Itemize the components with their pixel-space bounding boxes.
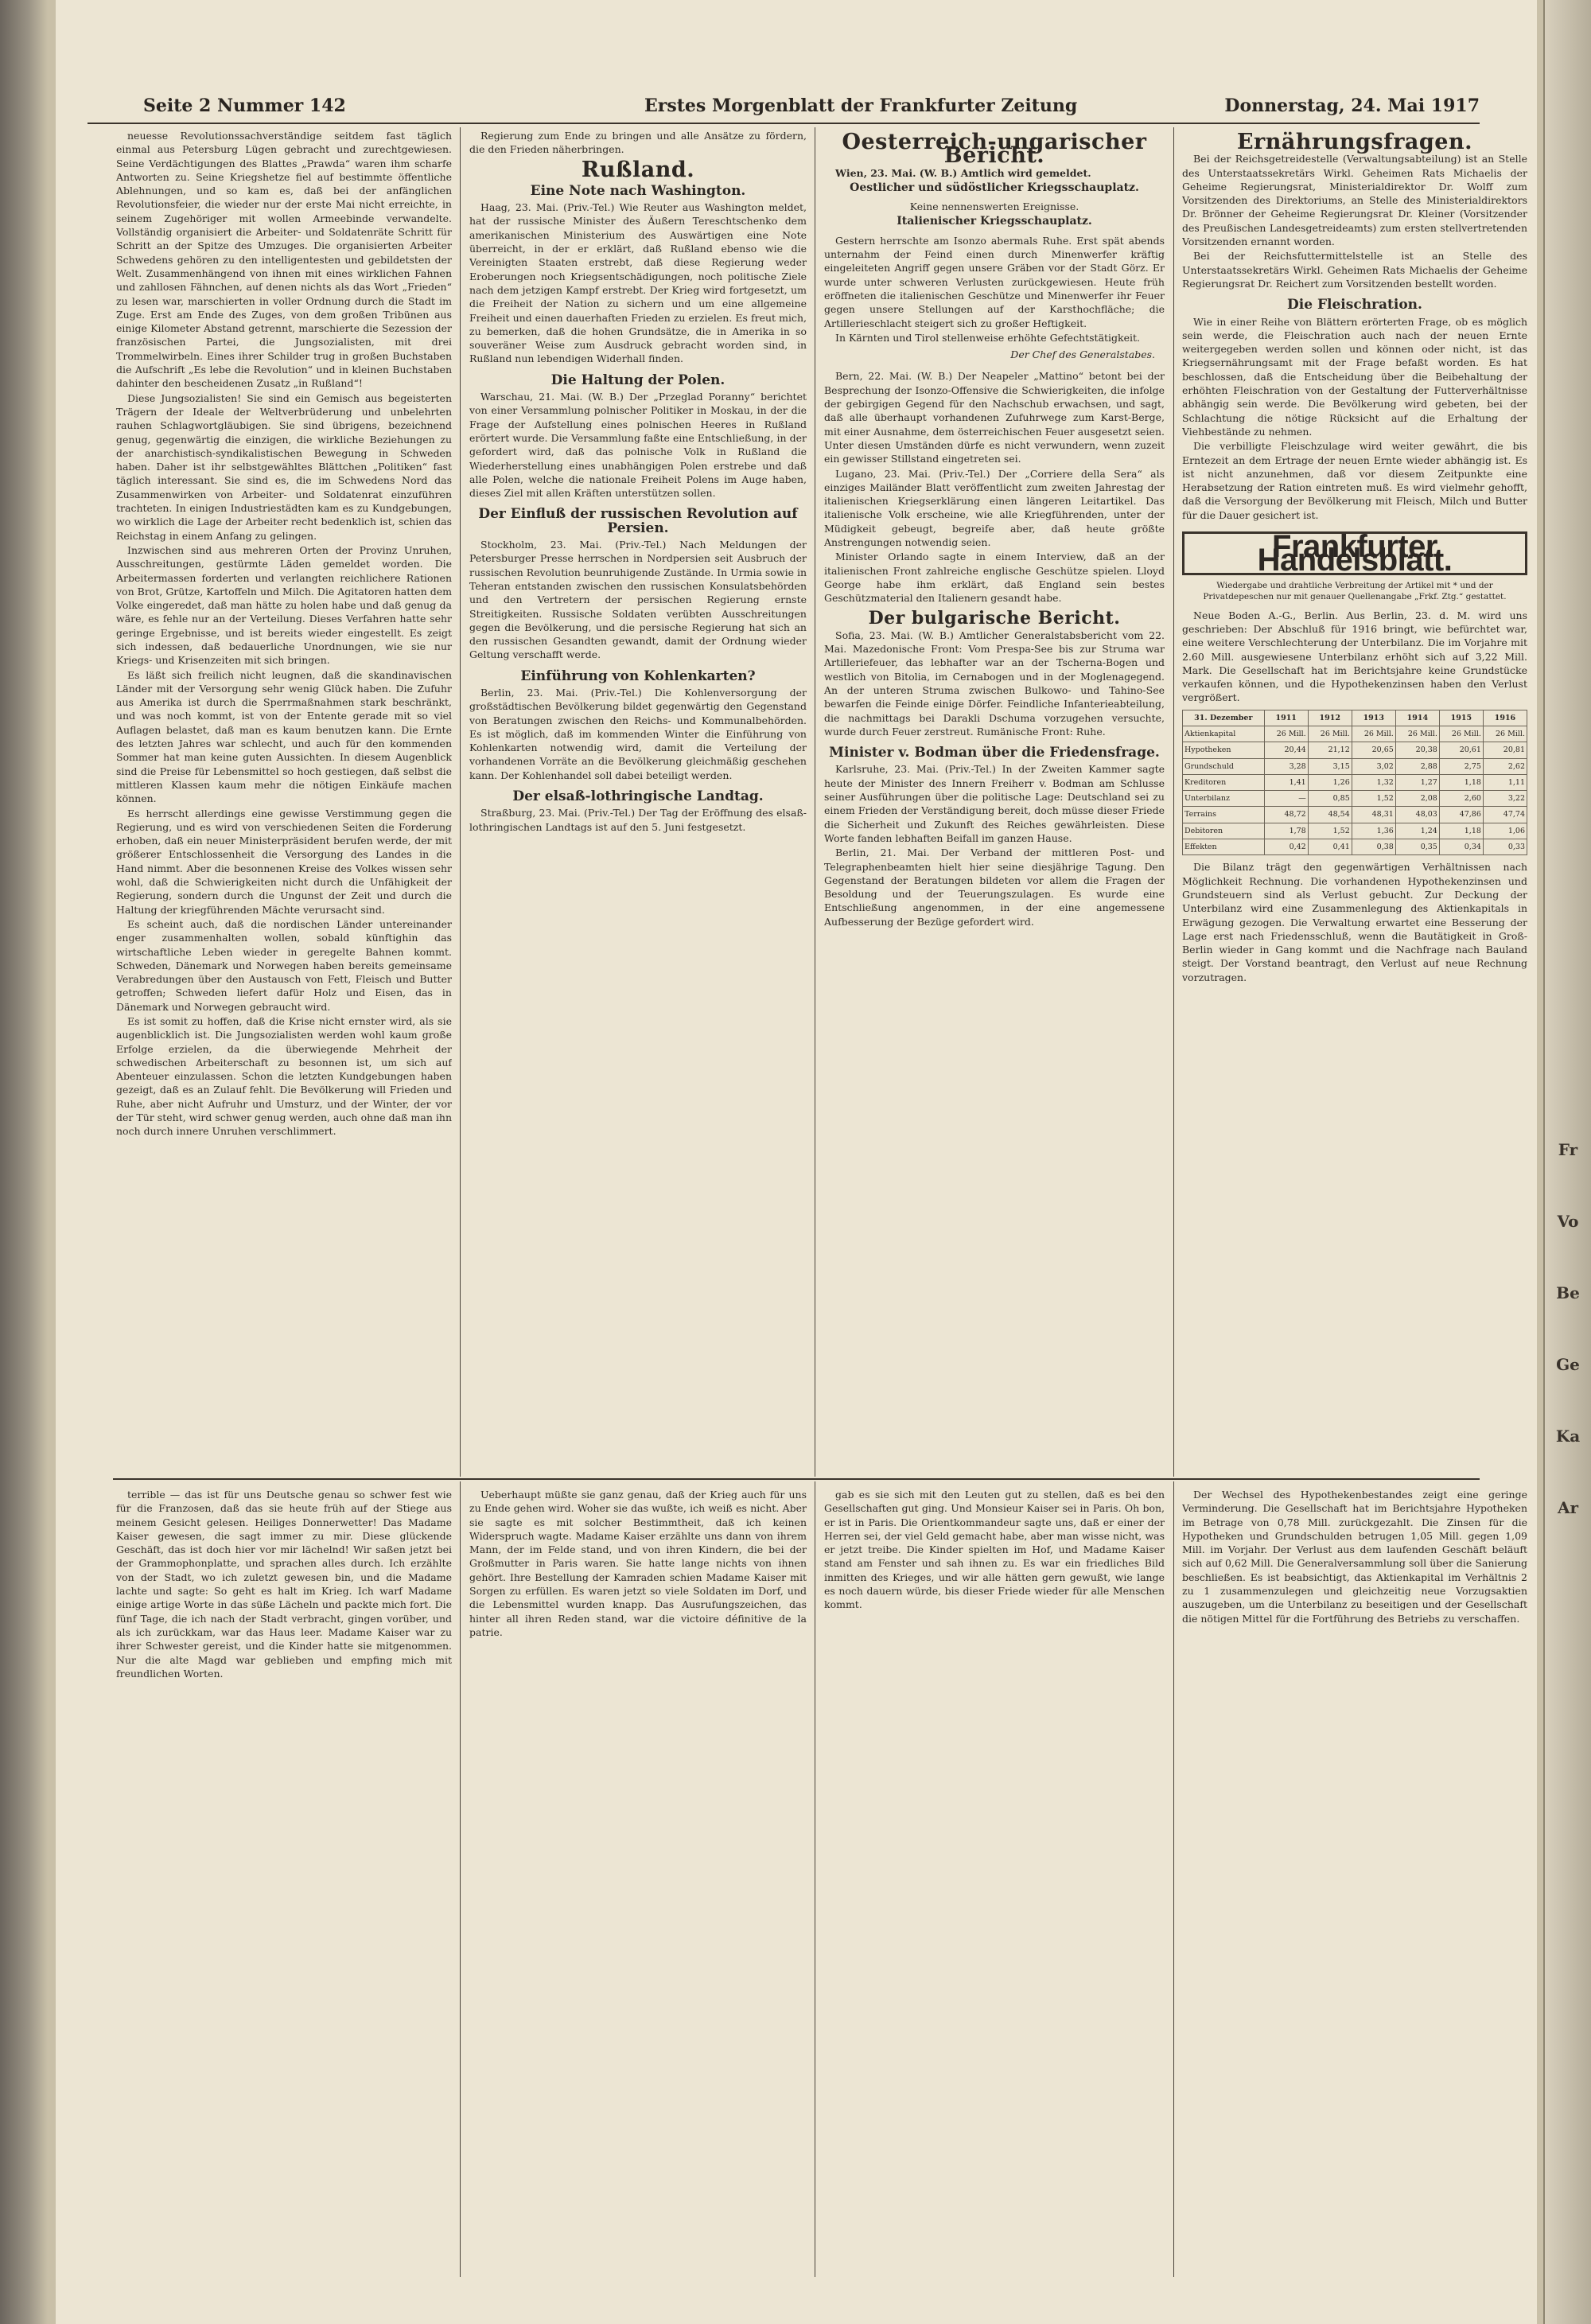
table-cell: 26 Mill. bbox=[1483, 726, 1527, 742]
table-cell: 1,36 bbox=[1352, 823, 1395, 839]
paragraph: Bei der Reichsgetreidestelle (Verwaltungsabteilung) ist an Stelle des Unterstaatssekretärs Wirkl. Geheimen Rats Michaelis der Geheime Regierungsrat, Ministerialdirektor Dr. Wolff zum Vorsitzenden des Direktoriums, an Stelle des Ministerialdirektors Dr. Brönner der Geheime Regierungsrat Dr. Kleiner (Vorsitzender des Preußischen Landesgetreideamts) zum ersten stellvertretenden Vorsitzenden ernannt worden. bbox=[1182, 153, 1527, 248]
theater-text: Keine nennenswerten Ereignisse. bbox=[909, 200, 1079, 213]
table-cell: Terrains bbox=[1183, 807, 1265, 823]
paragraph: gab es sie sich mit den Leuten gut zu stellen, daß es bei den Gesellschaften gut ging. Und Monsieur Kaiser sei in Paris. Oh bon, er ist in Paris. Die Orientkommandeur sagte uns, daß er einer der Herren sei, der viel Geld gemacht habe, aber man wisse nicht, was er jetzt treibe. Die Kinder spielten im Hof, und Madame Kaiser stand am Fenster und sah ihnen zu. Es war ein friedliches Bild inmitten des Krieges, und wir alle hätten gern gewußt, wie lange es noch dauern würde, bis dieser Friede wieder für alle Menschen kommt. bbox=[824, 1489, 1165, 1611]
table-row bbox=[1183, 807, 1527, 823]
strip-fragment: Ar bbox=[1557, 1498, 1579, 1517]
table-row bbox=[1183, 823, 1527, 839]
table-header-cell: 31. Dezember bbox=[1183, 710, 1265, 726]
paragraph: Ueberhaupt müßte sie ganz genau, daß der Krieg auch für uns zu Ende gehen wird. Woher sie das wußte, ich weiß es nicht. Aber sie sagte es mit solcher Bestimmtheit, daß ich keinen Widerspruch wagte. Madame Kaiser erzählte uns dann von ihrem Mann, der im Felde stand, und von ihren Kindern, die bei der Großmutter in Paris waren. Sie hatte lange nichts von ihnen gehört. Ihre Bestellung der Kamraden schien Madame Kaiser mit Sorgen zu erfüllen. Es waren jetzt so viele Soldaten im Dorf, und die Lebensmittel wurden knapp. Das Ausrufungszeichen, das hinter all ihren Reden stand, war die victoire définitive de la patrie. bbox=[469, 1489, 807, 1638]
table-cell: 2,60 bbox=[1439, 791, 1483, 807]
theater-text: Gestern herrschte am Isonzo abermals Ruhe. Erst spät abends unternahm der Feind einen durch Minenwerfer kräftig eingeleiteten Angriff gegen unsere Gräben vor der Stadt Görz. Er wurde unter schweren Verlusten zurückgewiesen. Heute früh eröffneten die italienischen Geschütze und Minenwerfer ihr Feuer gegen unsere Stellungen auf der Karsthochfläche; die Artillerieschlacht steigert sich zu großer Heftigkeit. bbox=[824, 234, 1165, 329]
column-4 bbox=[1182, 129, 1527, 1473]
paragraph: Bei der Reichsfuttermittelstelle ist an Stelle des Unterstaatssekretärs Wirkl. Geheimen Rats Michaelis der Geheime Regierungsrat Dr. Reichert zum Vorsitzenden bestellt worden. bbox=[1182, 250, 1527, 290]
table-cell: 2,88 bbox=[1395, 758, 1439, 774]
table-cell: 26 Mill. bbox=[1352, 726, 1395, 742]
table-cell: 1,27 bbox=[1395, 774, 1439, 790]
table-cell: 2,62 bbox=[1483, 758, 1527, 774]
table-cell: 47,86 bbox=[1439, 807, 1483, 823]
balance-table bbox=[1182, 710, 1527, 856]
table-cell: 48,03 bbox=[1395, 807, 1439, 823]
table-cell: 20,65 bbox=[1352, 742, 1395, 758]
column-rule bbox=[460, 1481, 461, 2277]
bottom-column-3 bbox=[824, 1488, 1165, 2275]
strip-fragment: Ka bbox=[1555, 1427, 1581, 1446]
column-2 bbox=[469, 129, 807, 1473]
table-cell: 26 Mill. bbox=[1308, 726, 1352, 742]
table-row bbox=[1183, 774, 1527, 790]
table-cell: 0,85 bbox=[1308, 791, 1352, 807]
table-row bbox=[1183, 791, 1527, 807]
table-cell: 1,24 bbox=[1395, 823, 1439, 839]
handelsblatt-banner bbox=[1182, 529, 1527, 578]
table-cell: 1,18 bbox=[1439, 823, 1483, 839]
table-cell: 1,78 bbox=[1264, 823, 1308, 839]
table-cell: Debitoren bbox=[1183, 823, 1265, 839]
paragraph: Es scheint auch, daß die nordischen Länder untereinander enger zusammenhalten wollen, sobald künftighin das wirtschaftliche Leben wieder in geregelte Bahnen kommt. Schweden, Dänemark und Norwegen haben bereits gemeinsame Verabredungen über den Austausch von Fett, Fleisch und Butter getroffen; Schweden liefert dafür Holz und Eisen, das in Dänemark und Norwegen gebraucht wird. bbox=[116, 917, 452, 1013]
table-cell: 1,52 bbox=[1308, 823, 1352, 839]
table-row bbox=[1183, 839, 1527, 855]
table-cell: 0,42 bbox=[1264, 839, 1308, 855]
paragraph: Neue Boden A.-G., Berlin. Aus Berlin, 23. d. M. wird uns geschrieben: Der Abschluß für 1916 bringt, wie befürchtet war, eine weitere Verschlechterung der Unterbilanz. Die im Vorjahre mit 2.60 Mill. ausgewiesene Unterbilanz erhöht sich auf 3,22 Mill. Mark. Die Gesellschaft hat im Berichtsjahre keine Grundstücke verkaufen können, und die Hypothekenzinsen haben den Verlust vergrößert. bbox=[1182, 609, 1527, 704]
bottom-column-4 bbox=[1182, 1488, 1527, 2275]
table-header-row bbox=[1183, 710, 1527, 726]
paragraph: terrible — das ist für uns Deutsche genau so schwer fest wie für die Franzosen, daß das sie heute früh auf der Stiege aus meinem Gesicht gelesen. Heiliges Donnerwetter! Das Madame Kaiser gewesen, die sagt immer zu mir. Diese glückende Geschäft, das ist doch hier vor mir lächelnd! Wir saßen jetzt bei der Grammophonplatte, und sprachen alles durch. Ich erzählte von der Stadt, wo ich zuletzt gewesen bin, und die Madame lachte und sagte: So geht es halt im Krieg. Ich warf Madame einige artige Worte in das süße Lächeln und packte mich fort. Die fünf Tage, die ich nach der Stadt verbracht, gingen vorüber, und als ich zurückkam, war das Haus leer. Madame Kaiser war zu ihrer Schwester gereist, und die Kinder hatte sie mitgenommen. Nur die alte Magd war geblieben und empfing mich mit freundlichen Worten. bbox=[116, 1489, 452, 1680]
table-cell: Unterbilanz bbox=[1183, 791, 1265, 807]
table-cell: 1,11 bbox=[1483, 774, 1527, 790]
paragraph: Diese Jungsozialisten! Sie sind ein Gemisch aus begeisterten Trägern der Ideale der Weltverbrüderung und unbelehrten rauhen Schlagwortgläubigen. Sie sind übrigens, bezeichnend genug, gegenwärtig die einzigen, die wirkliche Beziehungen zu der anarchistisch-syndikalistischen Bewegung in Schweden haben. Daher ist ihr selbstgewähltes Blättchen „Politiken“ fast täglich interessant. Sie sind es, die im Schwedens Nord das Zusammenwirken von Arbeiter- und Soldatenrat einzuführen trachteten. In einigen Industriestädten kam es zu Kundgebungen, wo wirklich die Lage der Arbeiter recht bedenklich ist, schien das Reichstag in einem Anfang zu gelingen. bbox=[116, 391, 452, 542]
copyright-note: Wiedergabe und drahtliche Verbreitung der Artikel mit * und der Privatdepeschen nur mit genauer Quellenangabe „Frkf. Ztg.“ gestattet. bbox=[1203, 580, 1507, 601]
article-title: Die Haltung der Polen. bbox=[550, 372, 725, 388]
table-cell: 26 Mill. bbox=[1264, 726, 1308, 742]
table-cell: — bbox=[1264, 791, 1308, 807]
table-cell: 1,18 bbox=[1439, 774, 1483, 790]
table-cell: 3,02 bbox=[1352, 758, 1395, 774]
article-title: Die Fleischration. bbox=[1287, 297, 1422, 313]
paragraph: Es herrscht allerdings eine gewisse Verstimmung gegen die Regierung, und es wird von verschiedenen Seiten die Forderung erhoben, daß ein neuer Ministerpräsident berufen werde, der mit größerer Entschlossenheit die Versorgung des Landes in die Hand nimmt. Aber die besonnenen Kreise des Volkes wissen sehr wohl, daß die Schwierigkeiten nicht durch die Unfähigkeit der Regierung, sondern durch die Ungunst der Zeit und durch die Haltung der kriegführenden Mächte verursacht sind. bbox=[116, 807, 452, 916]
next-page-strip bbox=[1543, 0, 1591, 2324]
table-cell: 26 Mill. bbox=[1439, 726, 1483, 742]
issue-date: Donnerstag, 24. Mai 1917 bbox=[1224, 95, 1480, 116]
column-rule bbox=[460, 127, 461, 1477]
paragraph: neuesse Revolutionssachverständige seitdem fast täglich einmal aus Petersburg Lügen gebracht und zurechtgewiesen. Seine Verdächtigungen des Blattes „Prawda“ waren ihm scharfe Antworten zu. Seine Kriegshetze fiel auf bestimmte öffentliche Ablehnungen, und so kam es, daß bei der anfänglichen Revolutionsfeier, die wieder nur der erste Mai nicht erreichte, in seinem Zugehöriger mit wollen Armeebinde verwandelte. Vollständig organisiert die Arbeiter- und Soldatenräte Schritt für Schritt an der Spitze des Umzuges. Die organisierten Arbeiter Schwedens gehören zu den intelligentesten und gebildetsten der Welt. Zusammenhängend von ihnen mit eines wirklichen Fahnen und zahllosen Fähnchen, auf denen nichts als das Wort „Frieden“ zu lesen war, marschierten in voller Ordnung durch die Stadt im Zuge. Erst am Ende des Zuges, von dem großen Tribünen aus einige Kilometer Abstand getrennt, marschierte die Sezession der französischen Partei, die Jungsozialisten, mit drei Trommelwirbeln. Eines ihrer Schilder trug in großen Buchstaben die Aufschrift „Es lebe die Revolution“ und in kleinen Buchstaben dahinter den bescheidenen Zusatz „in Rußland“! bbox=[116, 130, 452, 390]
column-3 bbox=[824, 129, 1165, 1473]
section-title-ernaehrung: Ernährungsfragen. bbox=[1236, 130, 1473, 154]
article-text: Haag, 23. Mai. (Priv.-Tel.) Wie Reuter aus Washington meldet, hat der russische Minister des Äußern Tereschtschenko dem amerikanischen Ministerium des Auswärtigen eine Note überreicht, in der er erklärt, daß Rußland ebenso wie die Vereinigten Staaten erstrebt, daß diese Regierung weder Eroberungen noch Kriegsentschädigungen, noch politische Ziele nach dem jetzigen Kampf erstrebt. Der Krieg wird fortgesetzt, um die Freiheit der Nation zu sichern und um eine allgemeine Freiheit und einen dauerhaften Frieden zu erzielen. Es freut mich, zu bemerken, daß die hohen Grundsätze, die in Amerika in so souveräner Weise zum Ausdruck gebracht worden sind, in Rußland nun lebendigen Widerhall finden. bbox=[469, 201, 807, 365]
table-row bbox=[1183, 726, 1527, 742]
paragraph: Berlin, 21. Mai. Der Verband der mittleren Post- und Telegraphenbeamten hielt hier seine diesjährige Tagung. Den Gegenstand der Beratungen bildeten vor allem die Fragen der Besoldung und der Teuerungszulagen. Es wurde eine Entschließung angenommen, in der eine angemessene Aufbesserung der Bezüge gefordert wird. bbox=[824, 847, 1165, 928]
section-title-austria: Oesterreich-ungarischer Bericht. bbox=[842, 130, 1147, 169]
table-cell: 21,12 bbox=[1308, 742, 1352, 758]
theater-text: In Kärnten und Tirol stellenweise erhöhte Gefechtstätigkeit. bbox=[835, 331, 1141, 344]
bottom-column-2 bbox=[469, 1488, 807, 2275]
paragraph: Der Wechsel des Hypothekenbestandes zeigt eine geringe Verminderung. Die Gesellschaft hat im Berichtsjahre Hypotheken im Betrage von 0,78 Mill. zurückgezahlt. Die Zinsen für die Hypotheken und Grundschulden betrugen 1,05 Mill. gegen 1,09 Mill. im Vorjahr. Der Verlust aus dem laufenden Geschäft beläuft sich auf 0,62 Mill. Die Generalversammlung soll über die Sanierung beschließen. Es ist beabsichtigt, das Aktienkapital im Verhältnis 2 zu 1 zusammenzulegen und gleichzeitig neue Vorzugsaktien auszugeben, um die Unterbilanz zu beseitigen und der Gesellschaft die nötigen Mittel für die Fortführung des Betriebs zu verschaffen. bbox=[1182, 1489, 1527, 1625]
section-title-bulgaria: Der bulgarische Bericht. bbox=[868, 607, 1121, 629]
article-title: Der Einfluß der russischen Revolution auf Persien. bbox=[478, 506, 798, 536]
strip-fragment: Be bbox=[1556, 1283, 1580, 1302]
table-cell: 48,31 bbox=[1352, 807, 1395, 823]
table-cell: 1,32 bbox=[1352, 774, 1395, 790]
table-cell: 1,41 bbox=[1264, 774, 1308, 790]
article-title: Der elsaß-lothringische Landtag. bbox=[512, 788, 764, 805]
column-1 bbox=[116, 129, 452, 1473]
next-page-fragments bbox=[1548, 1114, 1588, 1543]
table-cell: 48,72 bbox=[1264, 807, 1308, 823]
table-cell: 26 Mill. bbox=[1395, 726, 1439, 742]
table-cell: 48,54 bbox=[1308, 807, 1352, 823]
bottom-column-1 bbox=[116, 1488, 452, 2275]
table-header-cell: 1912 bbox=[1308, 710, 1352, 726]
paragraph: Regierung zum Ende zu bringen und alle Ansätze zu fördern, die den Frieden näherbringen. bbox=[469, 130, 807, 156]
masthead: Erstes Morgenblatt der Frankfurter Zeitung bbox=[644, 95, 1078, 116]
table-cell: 0,35 bbox=[1395, 839, 1439, 855]
table-cell: 3,15 bbox=[1308, 758, 1352, 774]
table-cell: 1,06 bbox=[1483, 823, 1527, 839]
paragraph: Lugano, 23. Mai. (Priv.-Tel.) Der „Corriere della Sera“ als einziges Mailänder Blatt veröffentlicht zum zweiten Jahrestag der italienischen Kriegserklärung einen längeren Leitartikel. Das italienische Volk erscheine, wie alle Kriegführenden, unter der Müdigkeit gebeugt, begreife aber, daß heute größte Anstrengungen notwendig seien. bbox=[824, 467, 1165, 549]
table-cell: 0,34 bbox=[1439, 839, 1483, 855]
article-text: Stockholm, 23. Mai. (Priv.-Tel.) Nach Meldungen der Petersburger Presse herrschen in Nordpersien seit Ausbruch der russischen Revolution beunruhigende Zustände. In Urmia sowie in Teheran entstanden zwischen den russischen Konsulatsbehörden und den Vertretern der persischen Regierung ernste Streitigkeiten. Russische Soldaten verübten Ausschreitungen gegen die Bevölkerung, und die persische Regierung hat sich an den russischen Gesandten gewandt, damit der Ordnung wieder Geltung verschafft werde. bbox=[469, 539, 807, 661]
table-cell: 47,74 bbox=[1483, 807, 1527, 823]
table-cell: Grundschuld bbox=[1183, 758, 1265, 774]
table-cell: 1,26 bbox=[1308, 774, 1352, 790]
paragraph: Minister Orlando sagte in einem Interview, daß an der italienischen Front zahlreiche englische Geschütze spielen. Lloyd George habe ihm erklärt, daß England sein bestes Geschützmaterial den Italienern gesandt habe. bbox=[824, 551, 1165, 605]
paragraph: Inzwischen sind aus mehreren Orten der Provinz Unruhen, Ausschreitungen, gestürmte Läden gemeldet worden. Die Arbeitermassen forderten und verlangten reichlichere Rationen von Brot, Grütze, Kartoffeln und Milch. Die Agitatoren hatten dem Volke eingeredet, daß man hätte zu holen habe und daß genug da wäre, es fehle nur an der Verteilung. Dieses Verfahren hatte sehr geringe Ergebnisse, und ist bereits wieder eingestellt. Es zeigt sich indessen, daß bedauerliche Unordnungen, wie sie nur Kriegs- und Krisenzeiten mit sich bringen. bbox=[116, 543, 452, 667]
handelsblatt-title: Frankfurter Handelsblatt. bbox=[1257, 529, 1453, 578]
table-cell: 0,33 bbox=[1483, 839, 1527, 855]
paragraph: Es ist somit zu hoffen, daß die Krise nicht ernster wird, als sie augenblicklich ist. Die Jungsozialisten werden wohl kaum große Erfolge erzielen, da die überwiegende Mehrheit der schwedischen Arbeiterschaft zu besonnen ist, um sich auf Abenteuer einzulassen. Schon die letzten Kundgebungen haben gezeigt, daß es an Zulauf fehlt. Die Bevölkerung will Frieden und Ruhe, aber nicht Aufruhr und Umsturz, und der Winter, der vor der Tür steht, wird schwer genug werden, auch ohne daß man ihn noch durch innere Unruhen verschlimmert. bbox=[116, 1015, 452, 1138]
article-title: Eine Note nach Washington. bbox=[530, 182, 746, 199]
strip-fragment: Fr bbox=[1558, 1140, 1578, 1159]
table-cell: 20,61 bbox=[1439, 742, 1483, 758]
table-header-cell: 1915 bbox=[1439, 710, 1483, 726]
table-header-cell: 1911 bbox=[1264, 710, 1308, 726]
table-row bbox=[1183, 742, 1527, 758]
table-cell: 1,52 bbox=[1352, 791, 1395, 807]
table-cell: 20,44 bbox=[1264, 742, 1308, 758]
theater-title: Italienischer Kriegsschauplatz. bbox=[897, 215, 1092, 228]
strip-fragment: Ge bbox=[1556, 1355, 1580, 1374]
section-title-russland: Rußland. bbox=[581, 157, 695, 182]
paragraph: Die Bilanz trägt den gegenwärtigen Verhältnissen nach Möglichkeit Rechnung. Die vorhandenen Hypothekenzinsen und Grundsteuern sind als Verlust gebucht. Zur Deckung der Unterbilanz wird eine Zusammenlegung des Aktienkapitals in Erwägung gezogen. Die Verwaltung erwartet eine Besserung der Lage erst nach Friedensschluß, wenn die Bautätigkeit in Groß-Berlin wieder in Gang kommt und die Nachfrage nach Bauland steigt. Der Vorstand beantragt, den Verlust auf neue Rechnung vorzutragen. bbox=[1182, 861, 1527, 983]
article-title: Minister v. Bodman über die Friedensfrage. bbox=[829, 745, 1160, 761]
scan-edge-left bbox=[0, 0, 48, 2324]
table-cell: 0,41 bbox=[1308, 839, 1352, 855]
paragraph: Sofia, 23. Mai. (W. B.) Amtlicher Generalstabsbericht vom 22. Mai. Mazedonische Front: Vom Prespa-See bis zur Struma war Artilleriefeuer, das lebhafter war an der Tscherna-Bogen und westlich von Bitolia, im Cernabogen und in der Moglenagegend. An der unteren Struma zwischen Bulkowo- und Tahino-See bewarfen die Feinde einige Dörfer. Feindliche Infanterieabteilung, die nachmittags bei Darakli Dschuma vorzugehen versuchte, wurde durch Feuer zerstreut. Rumänische Front: Ruhe. bbox=[824, 629, 1165, 738]
table-header-cell: 1913 bbox=[1352, 710, 1395, 726]
table-row bbox=[1183, 758, 1527, 774]
table-cell: 20,38 bbox=[1395, 742, 1439, 758]
table-cell: 2,75 bbox=[1439, 758, 1483, 774]
table-cell: 20,81 bbox=[1483, 742, 1527, 758]
page-header bbox=[88, 94, 1480, 124]
table-header-cell: 1916 bbox=[1483, 710, 1527, 726]
column-rule bbox=[1173, 127, 1174, 1477]
strip-fragment: Vo bbox=[1557, 1212, 1579, 1231]
page-number: Seite 2 Nummer 142 bbox=[143, 95, 346, 116]
theater-title: Oestlicher und südöstlicher Kriegsschauplatz. bbox=[850, 181, 1139, 194]
paragraph: Es läßt sich freilich nicht leugnen, daß die skandinavischen Länder mit der Versorgung sehr wenig Glück haben. Die Zufuhr aus Amerika ist durch die Sperrmaßnahmen stark beschränkt, und was noch kommt, ist von der Entente gerade mit so viel Auflagen belastet, daß man es kaum benutzen kann. Die Ernte des letzten Jahres war schlecht, und auch für den kommenden Sommer hat man keine guten Aussichten. In diesem Augenblick sind die Preise für Lebensmittel so hoch gestiegen, daß selbst die mittleren Klassen kaum mehr die nötigen Einkäufe machen können. bbox=[116, 668, 452, 805]
article-text: Straßburg, 23. Mai. (Priv.-Tel.) Der Tag der Eröffnung des elsaß-lothringischen Landtags ist auf den 5. Juni festgesetzt. bbox=[469, 807, 807, 833]
paragraph: Wie in einer Reihe von Blättern erörterten Frage, ob es möglich sein werde, die Fleischration auch nach der neuen Ernte weitergegeben werden sollen und können oder nicht, ist das Kriegsernährungsamt mit der Frage befaßt worden. Es hat beschlossen, daß die Entscheidung über die Beibehaltung der erhöhten Fleischration von der Gestaltung der Futterverhältnisse abhängig sein werde. Die Bevölkerung wird gebeten, bei der Schlachtung die nötige Rücksicht auf die Erhaltung der Viehbestände zu nehmen. bbox=[1182, 315, 1527, 438]
table-cell: 2,08 bbox=[1395, 791, 1439, 807]
signature: Der Chef des Generalstabes. bbox=[1010, 348, 1155, 361]
paragraph: Bern, 22. Mai. (W. B.) Der Neapeler „Mattino“ betont bei der Besprechung der Isonzo-Offensive die Schwierigkeiten, die infolge der gebirgigen Gegend für den Nachschub erwachsen, und sagt, daß alle überhaupt vorhandenen Zufuhrwege zum Karst-Berge, mit einer Ausnahme, dem österreichischen Feuer ausgesetzt seien. Unter diesen Umständen dürfe es nicht verwundern, wenn zuzeit ein gewisser Stillstand eingetreten sei. bbox=[824, 370, 1165, 465]
table-cell: 3,28 bbox=[1264, 758, 1308, 774]
table-cell: Effekten bbox=[1183, 839, 1265, 855]
column-rule bbox=[1173, 1481, 1174, 2277]
table-cell: Aktienkapital bbox=[1183, 726, 1265, 742]
table-cell: 3,22 bbox=[1483, 791, 1527, 807]
paragraph: Die verbilligte Fleischzulage wird weiter gewährt, die bis Erntezeit an dem Ertrage der neuen Ernte wieder abhängig ist. Es ist nicht anzunehmen, daß vor diesem Zeitpunkte eine Herabsetzung der Ration eintreten muß. Es wird vielmehr gehofft, daß die Versorgung der Bevölkerung mit Fleisch, Milch und Butter für die Dauer gesichert ist. bbox=[1182, 440, 1527, 521]
table-cell: Kreditoren bbox=[1183, 774, 1265, 790]
article-title: Einführung von Kohlenkarten? bbox=[520, 668, 756, 684]
section-separator bbox=[113, 1478, 1480, 1480]
article-text: Berlin, 23. Mai. (Priv.-Tel.) Die Kohlenversorgung der großstädtischen Bevölkerung bildet gegenwärtig den Gegenstand von Beratungen zwischen den Reichs- und Kommunalbehörden. Es ist möglich, daß im kommenden Winter die Einführung von Kohlenkarten notwendig wird, damit die Verteilung der vorhandenen Vorräte an die Bevölkerung gleichmäßig geschehen kann. Der Kohlenhandel soll dabei beteiligt werden. bbox=[469, 686, 807, 781]
dateline: Wien, 23. Mai. (W. B.) Amtlich wird gemeldet. bbox=[835, 166, 1091, 179]
table-header-cell: 1914 bbox=[1395, 710, 1439, 726]
article-text: Warschau, 21. Mai. (W. B.) Der „Przeglad Poranny“ berichtet von einer Versammlung polnischer Politiker in Moskau, in der die Frage der Aufstellung eines polnischen Heeres in Rußland erörtert wurde. Die Versammlung faßte eine Entschließung, in der gefordert wird, daß das polnische Volk in Rußland die Wiederherstellung eines unabhängigen Polen erstrebe und daß alle Polen, welche die nationale Freiheit Polens im Auge haben, dieses Ziel mit allen Kräften unterstützen sollen. bbox=[469, 391, 807, 500]
table-cell: Hypotheken bbox=[1183, 742, 1265, 758]
paragraph: Karlsruhe, 23. Mai. (Priv.-Tel.) In der Zweiten Kammer sagte heute der Minister des Innern Freiherr v. Bodman am Schlusse seiner Ausführungen über die politische Lage: Deutschland sei zu einem Frieden der Verständigung bereit, doch müsse dieser Friede die Sicherheit und Zukunft des Reiches gewährleisten. Diese Worte fanden lebhaften Beifall im ganzen Hause. bbox=[824, 763, 1165, 844]
table-cell: 0,38 bbox=[1352, 839, 1395, 855]
